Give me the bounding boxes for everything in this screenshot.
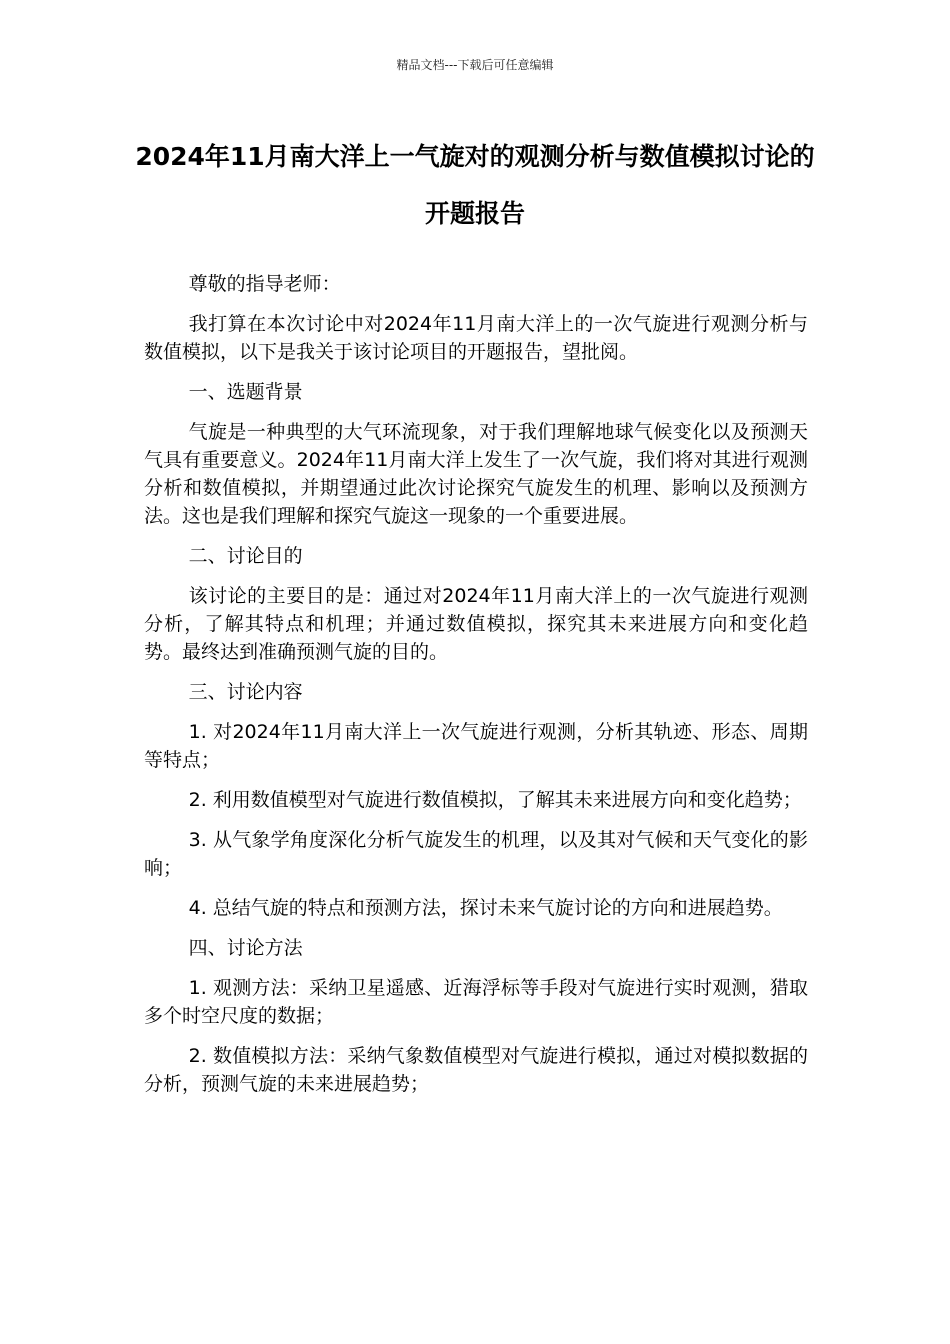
- method-item-2: 2. 数值模拟方法：采纳气象数值模型对气旋进行模拟，通过对模拟数据的分析，预测气旋的未来进展趋势；: [144, 1045, 808, 1095]
- content-item-4: 4. 总结气旋的特点和预测方法，探讨未来气旋讨论的方向和进展趋势。: [188, 897, 783, 919]
- section-heading-background: 一、选题背景: [188, 381, 303, 403]
- salutation: 尊敬的指导老师：: [188, 273, 341, 295]
- purpose-paragraph: 该讨论的主要目的是：通过对2024年11月南大洋上的一次气旋进行观测分析，了解其特点和机理；并通过数值模拟，探究其未来进展方向和变化趋势。最终达到准确预测气旋的目的。: [144, 585, 808, 663]
- method-item-1: 1. 观测方法：采纳卫星遥感、近海浮标等手段对气旋进行实时观测，猎取多个时空尺度的数据；: [144, 977, 808, 1027]
- content-item-2: 2. 利用数值模型对气旋进行数值模拟，了解其未来进展方向和变化趋势；: [188, 789, 802, 811]
- section-heading-purpose: 二、讨论目的: [188, 545, 303, 567]
- intro-paragraph: 我打算在本次讨论中对2024年11月南大洋上的一次气旋进行观测分析与数值模拟，以下是我关于该讨论项目的开题报告，望批阅。: [144, 313, 808, 363]
- background-paragraph: 气旋是一种典型的大气环流现象，对于我们理解地球气候变化以及预测天气具有重要意义。2024年11月南大洋上发生了一次气旋，我们将对其进行观测分析和数值模拟，并期望通过此次讨论探究气旋发生的机理、影响以及预测方法。这也是我们理解和探究气旋这一现象的一个重要进展。: [144, 421, 808, 527]
- section-heading-methods: 四、讨论方法: [188, 937, 303, 959]
- content-item-3: 3. 从气象学角度深化分析气旋发生的机理，以及其对气候和天气变化的影响；: [144, 829, 808, 879]
- document-title: 2024年11月南大洋上一气旋对的观测分析与数值模拟讨论的开题报告: [135, 142, 815, 228]
- section-heading-content: 三、讨论内容: [188, 681, 303, 703]
- content-item-1: 1. 对2024年11月南大洋上一次气旋进行观测，分析其轨迹、形态、周期等特点；: [144, 721, 808, 771]
- header-note: 精品文档---下载后可任意编辑: [396, 58, 554, 72]
- document-body: [144, 270, 808, 1110]
